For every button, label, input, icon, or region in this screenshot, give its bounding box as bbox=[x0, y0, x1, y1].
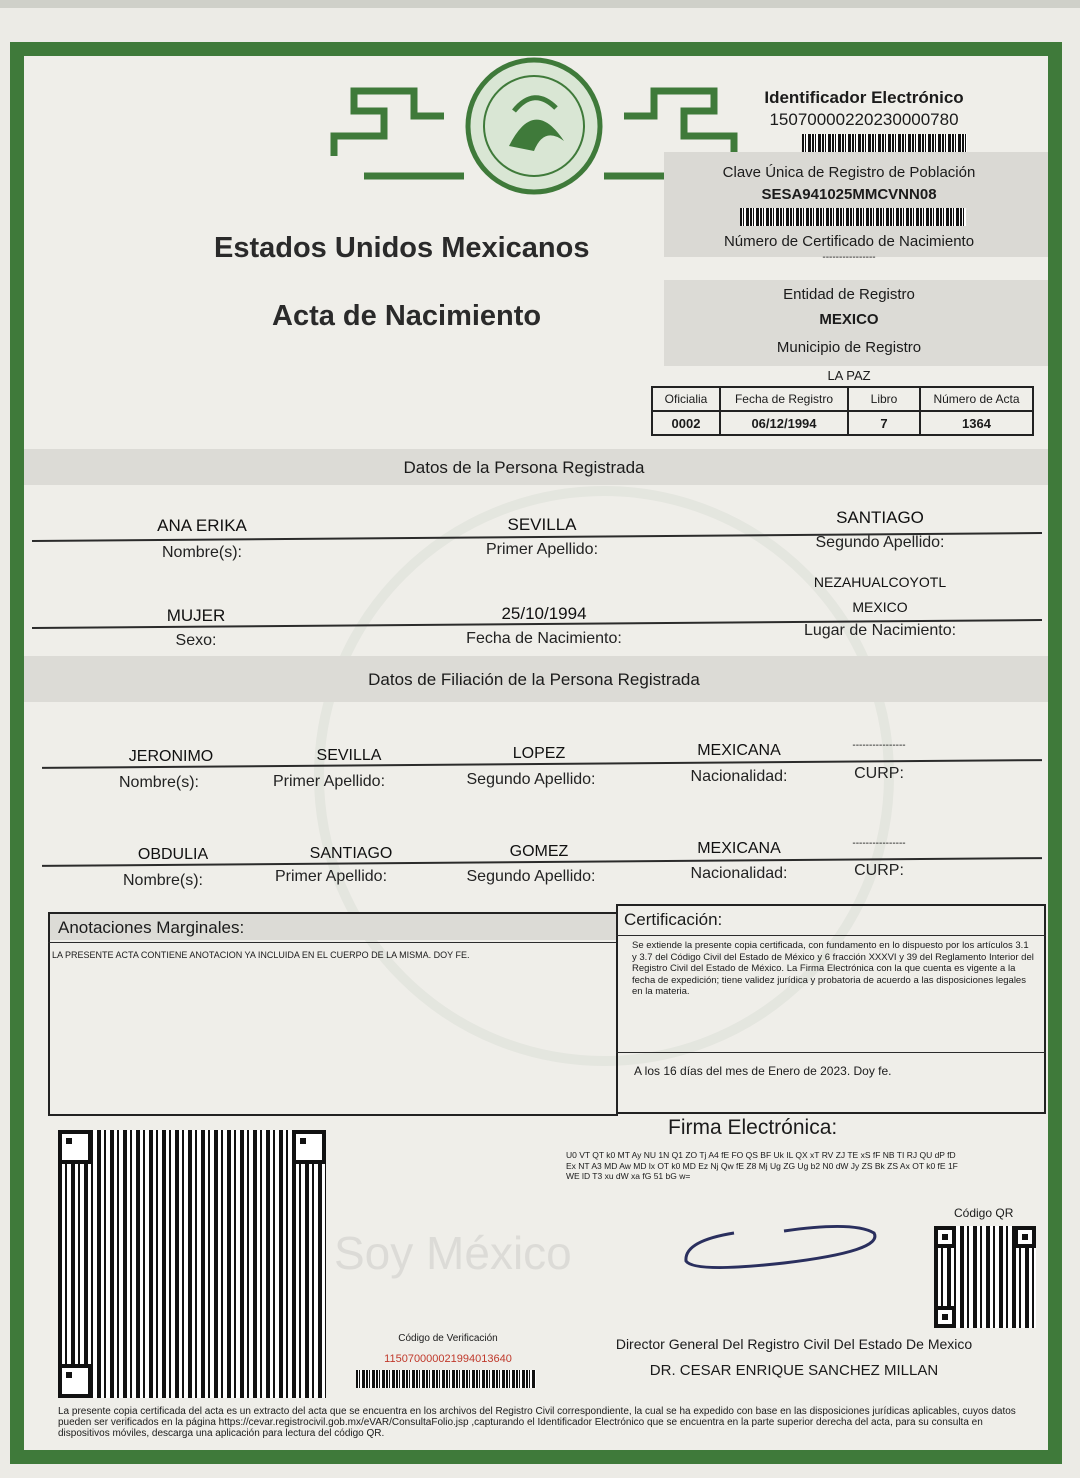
sex-value: MUJER bbox=[166, 606, 226, 625]
small-qr-finder-tr bbox=[1014, 1226, 1036, 1248]
registry-value-oficialia: 0002 bbox=[652, 411, 720, 435]
small-qr-finder-tl bbox=[934, 1226, 956, 1248]
document-title: Acta de Nacimiento bbox=[272, 300, 542, 332]
person-first-surname-value: SEVILLA bbox=[507, 515, 577, 534]
certification-text: Se extiende la presente copia certificada, con fundamento en lo dispuesto por los artículos 3.1 y 3.7 del Código Civil del Estado de México y 6 fracción XXXVI y 39 del Reglamento Interior del Registro Civil del Estado de México. La Firma Electrónica con la que cuenta es vigente a la fecha de expedición; tiene validez jurídica y probatoria de acuerdo a las disposiciones legales en la materia. bbox=[632, 940, 1034, 997]
person-second-surname-value: SANTIAGO bbox=[836, 508, 924, 527]
person-second-surname-label: Segundo Apellido: bbox=[815, 534, 945, 551]
director-title: Director General Del Registro Civil Del Estado De Mexico bbox=[615, 1336, 973, 1352]
parent1-curp-label: CURP: bbox=[854, 765, 904, 782]
registry-table bbox=[651, 386, 1034, 436]
registry-value-numero: 1364 bbox=[920, 411, 1033, 435]
registry-header-fecha: Fecha de Registro bbox=[720, 387, 848, 411]
parent1-first-surname-label: Primer Apellido: bbox=[272, 773, 386, 790]
certificate-number-value: ---------------- bbox=[822, 252, 876, 263]
parent2-first-surname-label: Primer Apellido: bbox=[274, 868, 388, 885]
parent1-second-surname-value: LOPEZ bbox=[512, 745, 566, 762]
certificate-number-label: Número de Certificado de Nacimiento bbox=[723, 233, 975, 250]
parent1-nationality-label: Nacionalidad: bbox=[690, 768, 788, 785]
certification-date: A los 16 días del mes de Enero de 2023. Doy fe. bbox=[634, 1064, 892, 1078]
municipality-value: LA PAZ bbox=[827, 368, 871, 383]
verification-code: 115070000021994013640 bbox=[384, 1353, 512, 1365]
large-qr-finder-bl bbox=[58, 1364, 92, 1398]
parent1-nationality-value: MEXICANA bbox=[697, 742, 781, 759]
soy-mexico-watermark: Soy México bbox=[334, 1227, 572, 1279]
qr-label: Código QR bbox=[954, 1206, 1014, 1220]
parent1-second-surname-label: Segundo Apellido: bbox=[466, 771, 596, 788]
parent2-second-surname-value: GOMEZ bbox=[509, 843, 569, 860]
registry-header-numero: Número de Acta bbox=[920, 387, 1033, 411]
annotations-text: LA PRESENTE ACTA CONTIENE ANOTACION YA INCLUIDA EN EL CUERPO DE LA MISMA. DOY FE. bbox=[52, 950, 470, 960]
parent2-first-surname-value: SANTIAGO bbox=[309, 845, 393, 862]
certification-mid-rule bbox=[616, 1052, 1046, 1053]
director-name: DR. CESAR ENRIQUE SANCHEZ MILLAN bbox=[649, 1362, 939, 1379]
parent1-name-value: JERONIMO bbox=[128, 748, 214, 765]
footer-text: La presente copia certificada del acta es un extracto del acta que se encuentra en los archivos del Registro Civil correspondiente, la cual se ha expedido con base en las disposiciones jurídicas aplicables, cuyos datos pueden ser verificados en la página https://cevar.registrocivil.gob.mx/eVAR/ConsultaFolio.jsp ,capturando el Identificador Electrónico que se encuentra en la parte superior derecha del acta, para su consulta en dispositivos móviles, descarga una aplicación para lectura del código QR. bbox=[58, 1406, 1016, 1439]
large-qr-finder-tl bbox=[58, 1130, 92, 1164]
parent1-curp-value: ---------------- bbox=[852, 740, 906, 751]
person-section-title: Datos de la Persona Registrada bbox=[403, 458, 645, 477]
registry-header-libro: Libro bbox=[848, 387, 920, 411]
parent1-first-surname-value: SEVILLA bbox=[316, 747, 382, 764]
birth-place-line1: NEZAHUALCOYOTL bbox=[813, 574, 947, 590]
electronic-id-barcode bbox=[802, 134, 967, 152]
birth-place-label: Lugar de Nacimiento: bbox=[803, 622, 957, 639]
large-qr-code bbox=[58, 1130, 326, 1398]
signature-hash: U0 VT QT k0 MT Ay NU 1N Q1 ZO Tj A4 fE FO QS BF Uk IL QX xT RV ZJ TE xS fF NB TI RJ QU dP fD Ex NT A3 MD Aw MD lx OT k0 MD Ez Nj Qw fE Z8 Mj Ug ZG Ug b2 N0 dW Jy ZS Bk ZS Ax OT k0 fE 1F WE lD T3 xu dW xa fG 51 bG w= bbox=[566, 1150, 958, 1181]
certification-header-rule bbox=[616, 935, 1046, 936]
filiation-section-title: Datos de Filiación de la Persona Registrada bbox=[368, 670, 700, 689]
sex-label: Sexo: bbox=[175, 632, 217, 649]
document-sheet bbox=[0, 8, 1080, 1478]
entity-value: MEXICO bbox=[819, 311, 879, 328]
registry-header-oficialia: Oficialia bbox=[652, 387, 720, 411]
verification-label: Código de Verificación bbox=[398, 1333, 498, 1344]
large-qr-finder-tr bbox=[292, 1130, 326, 1164]
parent2-curp-label: CURP: bbox=[854, 862, 904, 879]
electronic-id-value: 15070000220230000780 bbox=[769, 110, 959, 129]
registry-value-fecha: 06/12/1994 bbox=[720, 411, 848, 435]
verification-barcode bbox=[356, 1370, 536, 1388]
electronic-id-label: Identificador Electrónico bbox=[764, 88, 964, 107]
parent2-name-label: Nombre(s): bbox=[122, 872, 203, 889]
birth-date-value: 25/10/1994 bbox=[501, 604, 587, 623]
municipality-label: Municipio de Registro bbox=[776, 339, 922, 356]
registry-value-libro: 7 bbox=[848, 411, 920, 435]
parent2-nationality-value: MEXICANA bbox=[697, 840, 781, 857]
signature-title: Firma Electrónica: bbox=[668, 1116, 838, 1139]
parent2-second-surname-label: Segundo Apellido: bbox=[466, 868, 596, 885]
document-body bbox=[24, 56, 1048, 1450]
parent2-name-value: OBDULIA bbox=[137, 846, 209, 863]
small-qr-finder-bl bbox=[934, 1306, 956, 1328]
parent2-curp-value: ---------------- bbox=[852, 838, 906, 849]
birth-date-label: Fecha de Nacimiento: bbox=[466, 630, 622, 647]
curp-label: Clave Única de Registro de Población bbox=[722, 164, 976, 181]
person-name-label: Nombre(s): bbox=[161, 544, 242, 561]
person-name-value: ANA ERIKA bbox=[157, 516, 247, 535]
birth-place-line2: MEXICO bbox=[852, 599, 908, 615]
annotations-header-rule bbox=[48, 942, 618, 943]
person-first-surname-label: Primer Apellido: bbox=[485, 541, 599, 558]
parent1-name-label: Nombre(s): bbox=[118, 774, 199, 791]
annotations-title: Anotaciones Marginales: bbox=[58, 918, 245, 937]
curp-value: SESA941025MMCVNN08 bbox=[761, 186, 937, 203]
country-title: Estados Unidos Mexicanos bbox=[214, 232, 590, 264]
entity-label: Entidad de Registro bbox=[783, 286, 915, 303]
curp-barcode bbox=[740, 208, 966, 226]
handwritten-signature bbox=[674, 1221, 894, 1281]
certification-title: Certificación: bbox=[624, 910, 723, 929]
parent2-nationality-label: Nacionalidad: bbox=[690, 865, 788, 882]
